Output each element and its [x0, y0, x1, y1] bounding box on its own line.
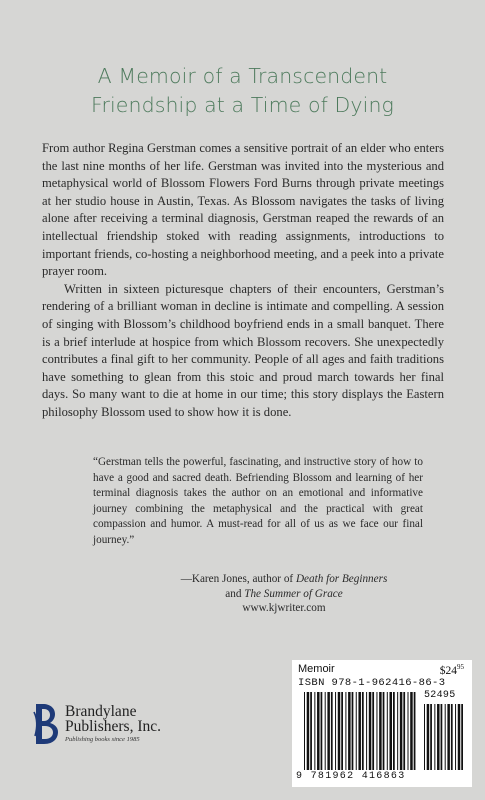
barcode-bar	[434, 704, 435, 770]
barcode-bar	[441, 704, 443, 770]
barcode-bar	[403, 692, 405, 770]
barcode-bar	[400, 692, 403, 770]
barcode-bar	[369, 692, 372, 770]
attribution-website: www.kjwriter.com	[242, 602, 326, 615]
barcode-bar	[362, 692, 364, 770]
attribution-book-2: The Summer of Grace	[244, 587, 343, 600]
barcode-bar	[325, 692, 326, 770]
barcode-bar	[331, 692, 333, 770]
endorsement-quote	[93, 455, 423, 549]
barcode-bar	[424, 704, 425, 770]
barcode-bar	[314, 692, 315, 770]
price-addon-digits: 52495	[424, 690, 456, 701]
barcode-bar	[348, 692, 351, 770]
barcode-bar	[408, 692, 409, 770]
barcode-bar	[447, 704, 450, 770]
barcode-bar	[372, 692, 374, 770]
publisher-name: Brandylane	[65, 703, 137, 720]
barcode-bar	[393, 692, 395, 770]
barcode-bar	[379, 692, 382, 770]
barcode-bar	[451, 704, 453, 770]
barcode-bar	[310, 692, 312, 770]
barcode-bar	[327, 692, 330, 770]
barcode-bar	[338, 692, 341, 770]
barcode-bar	[414, 692, 416, 770]
publisher-block	[32, 702, 172, 746]
attribution-book-1: Death for Beginners	[295, 573, 388, 585]
barcode-graphic	[292, 660, 472, 787]
barcode-box	[292, 660, 472, 787]
barcode-bar	[321, 692, 323, 770]
price-cents: 95	[457, 663, 464, 671]
brandylane-b-logo-icon	[32, 702, 60, 746]
genre-label: Memoir	[298, 663, 335, 675]
barcode-bar	[335, 692, 336, 770]
barcode-bar	[352, 692, 354, 770]
barcode-bar	[341, 692, 343, 770]
barcode-bar	[461, 704, 463, 770]
attribution-author: —Karen Jones, author of	[180, 573, 296, 585]
barcode-bar	[430, 704, 432, 770]
quote-text: “Gerstman tells the powerful, fascinating, and instructive story of how to have a good and sacred death. Befriending Blossom and learning of her terminal diagnosis takes the author on an emotional and informative journey combining the metaphysical and the practical with great compassion and humor. A must-read for all of us as we face our final journey.”	[93, 456, 423, 546]
description-paragraph-1: From author Regina Gerstman comes a sensitive portrait of an elder who enters the last nine months of her life. Gerstman was invited into the mysterious and metaphysical world of Blossom Flowers Ford Burns through private meetings at her studio house in Austin, Texas. As Blossom navigates the tasks of living alone after receiving a terminal diagnosis, Gerstman reaped the rewards of an intellectual friendship stoked with reading assignments, introductions to important friends, co-hosting a neighborhood meeting, and a peek into a private prayer room.	[42, 141, 444, 279]
price-dollars: $24	[439, 664, 457, 677]
endorsement-attribution	[93, 572, 423, 616]
barcode-bar	[397, 692, 398, 770]
barcode-bar	[390, 692, 393, 770]
barcode-bar	[445, 704, 446, 770]
ean-number: 9 781962 416863	[296, 771, 406, 782]
attribution-and: and	[225, 587, 245, 600]
barcode-bar	[345, 692, 346, 770]
tagline-line-1: A Memoir of a Transcendent	[97, 64, 388, 88]
isbn-text: ISBN 978-1-962416-86-3	[298, 677, 446, 689]
cover-tagline	[20, 62, 465, 120]
barcode-bar	[458, 704, 461, 770]
publisher-name-suffix: Publishers, Inc.	[65, 718, 162, 735]
barcode-bar	[427, 704, 430, 770]
barcode-bar	[376, 692, 377, 770]
description-paragraph-2: Written in sixteen picturesque chapters of their encounters, Gerstman’s rendering of a brilliant woman in decline is intimate and compelling. A session of singing with Blossom’s childhood boyfriend ends in a small banquet. There is a brief interlude at hospice from which Blossom recovers. She unexpectedly contributes a final gift to her community. People of all ages and faith traditions have something to glean from this stoic and proud march towards her final days. So many want to die at home in our time; this story displays the Eastern philosophy Blossom used to show how it is done.	[42, 281, 444, 419]
barcode-bar	[387, 692, 388, 770]
barcode-bar	[317, 692, 320, 770]
book-description	[42, 140, 444, 422]
barcode-bar	[410, 692, 413, 770]
barcode-bar	[356, 692, 357, 770]
publisher-tagline: Publishing books since 1985	[65, 736, 140, 743]
tagline-line-2: Friendship at a Time of Dying	[91, 93, 394, 117]
barcode-bar	[383, 692, 385, 770]
barcode-bar	[455, 704, 456, 770]
barcode-bar	[304, 692, 305, 770]
barcode-bar	[366, 692, 367, 770]
barcode-bar	[307, 692, 310, 770]
barcode-bar	[437, 704, 440, 770]
barcode-bar	[358, 692, 361, 770]
